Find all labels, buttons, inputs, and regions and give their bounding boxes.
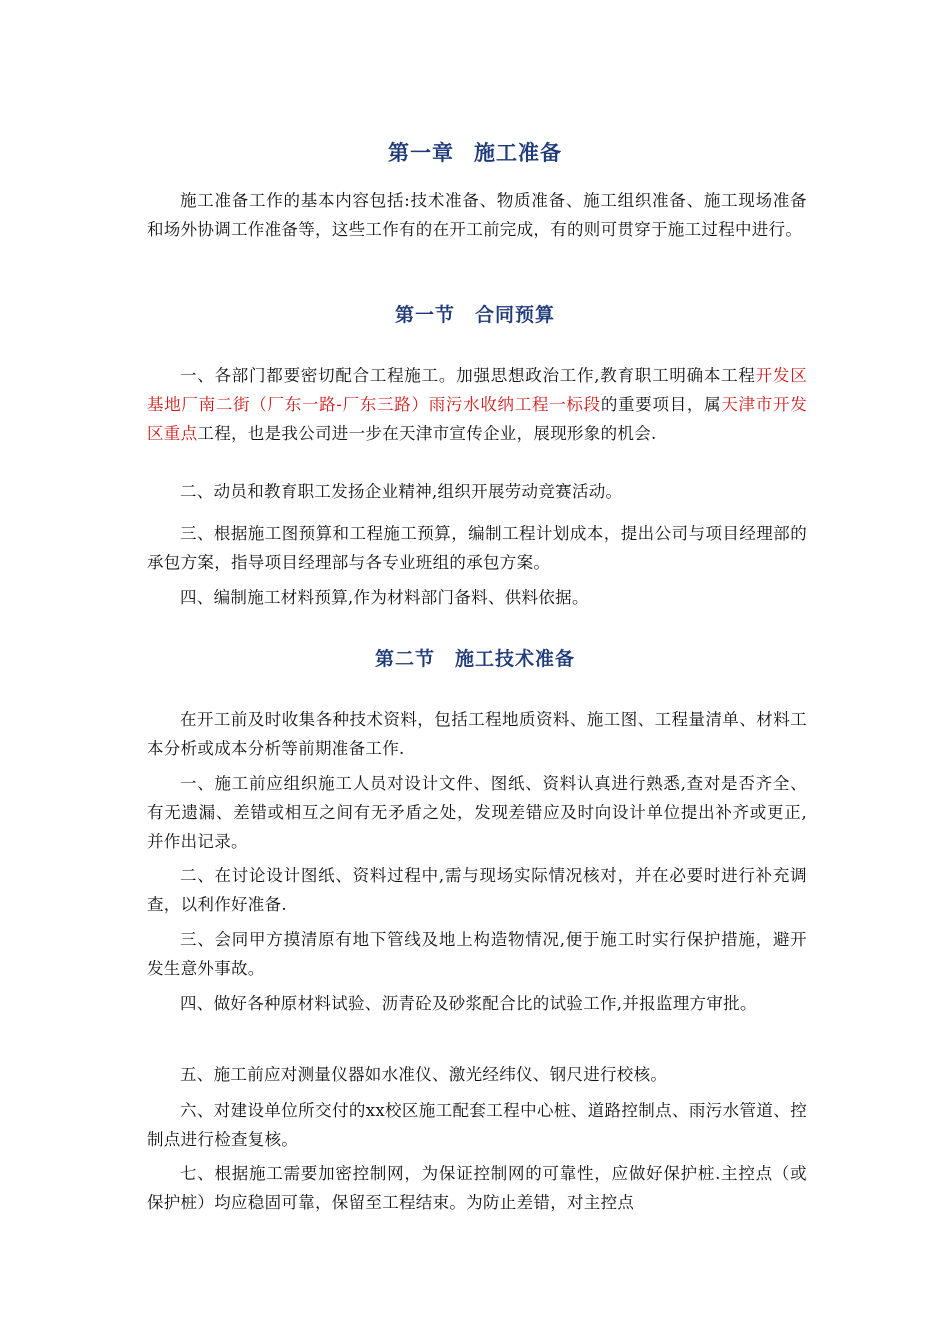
- section2-heading: [0, 644, 950, 671]
- section2-paragraph-1: 一、施工前应组织施工人员对设计文件、图纸、资料认真进行熟悉,查对是否齐全、有无遗漏、差错或相互之间有无矛盾之处，发现差错应及时向设计单位提出补齐或更正,并作出记录。: [147, 774, 807, 851]
- section2-paragraph-7: 七、根据施工需要加密控制网，为保证控制网的可靠性，应做好保护桩.主控点（或保护桩）均应稳固可靠，保留至工程结束。为防止差错，对主控点: [147, 1164, 807, 1212]
- chapter-number: 第一章: [388, 141, 454, 165]
- paragraph-text: 的重要项目，属: [600, 395, 722, 414]
- section2-paragraph-3: 三、会同甲方摸清原有地下管线及地上构造物情况,便于施工时实行保护措施，避开发生意外事故。: [147, 930, 807, 978]
- section2-title: 施工技术准备: [455, 648, 576, 670]
- section1-paragraph-1: [147, 361, 807, 448]
- paragraph-text: 工程，也是我公司进一步在天津市宣传企业，展现形象的机会.: [197, 424, 657, 443]
- section2-number: 第二节: [374, 648, 435, 670]
- paragraph-text: 一、各部门都要密切配合工程施工。加强思想政治工作,教育职工明确本工程: [180, 366, 756, 385]
- chapter-heading: [0, 137, 950, 167]
- highlighted-region: 天津市开发区重点: [147, 395, 807, 443]
- highlighted-project-name: 开发区基地厂南二街（厂东一路-厂东三路）雨污水收纳工程一标段: [147, 366, 807, 414]
- section1-paragraph-4: 四、编制施工材料预算,作为材料部门备料、供料依据。: [180, 588, 589, 607]
- section2-paragraph-2: 二、在讨论设计图纸、资料过程中,需与现场实际情况核对，并在必要时进行补充调查，以利作好准备.: [147, 866, 807, 914]
- section2-paragraph-4: 四、做好各种原材料试验、沥青砼及砂浆配合比的试验工作,并报监理方审批。: [180, 994, 757, 1013]
- chapter-title: 施工准备: [474, 141, 562, 165]
- section1-title: 合同预算: [475, 304, 556, 326]
- section2-paragraph-6: 六、对建设单位所交付的xx校区施工配套工程中心桩、道路控制点、雨污水管道、控制点进行检查复核。: [147, 1101, 807, 1149]
- chapter-intro-paragraph: 施工准备工作的基本内容包括:技术准备、物质准备、施工组织准备、施工现场准备和场外协调工作准备等，这些工作有的在开工前完成，有的则可贯穿于施工过程中进行。: [147, 191, 807, 239]
- section1-paragraph-3: 三、根据施工图预算和工程施工预算，编制工程计划成本，提出公司与项目经理部的承包方案，指导项目经理部与各专业班组的承包方案。: [147, 524, 807, 572]
- section1-heading: [0, 300, 950, 327]
- section1-paragraph-2: 二、动员和教育职工发扬企业精神,组织开展劳动竞赛活动。: [180, 482, 623, 501]
- section2-paragraph-5: 五、施工前应对测量仪器如水准仪、激光经纬仪、钢尺进行校核。: [180, 1065, 668, 1084]
- section2-intro-paragraph: 在开工前及时收集各种技术资料，包括工程地质资料、施工图、工程量清单、材料工本分析或成本分析等前期准备工作.: [147, 710, 807, 758]
- section1-number: 第一节: [394, 304, 455, 326]
